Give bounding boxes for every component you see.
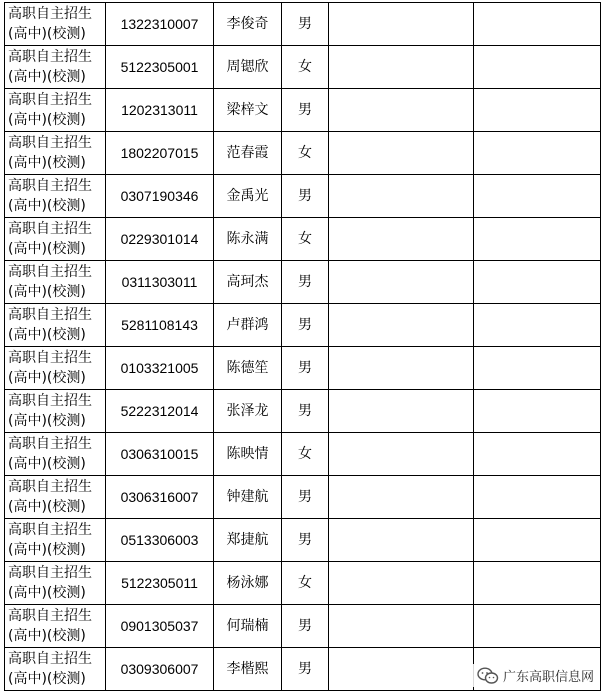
table-row [5, 132, 601, 175]
admission-type-line: 高职自主招生 [8, 307, 92, 323]
admission-type-cell [5, 261, 106, 304]
empty-cell [329, 132, 474, 175]
admission-type-line: (高中)(校测) [8, 155, 86, 171]
table-row [5, 175, 601, 218]
candidate-name-cell: 陈永满 [214, 218, 282, 261]
gender-cell: 男 [282, 261, 329, 304]
admission-type-line: 高职自主招生 [8, 350, 92, 366]
empty-cell [329, 347, 474, 390]
table-row [5, 390, 601, 433]
gender-cell: 女 [282, 132, 329, 175]
gender-cell: 男 [282, 304, 329, 347]
candidate-name-cell: 周锶欣 [214, 46, 282, 89]
admission-type-cell [5, 175, 106, 218]
admission-type-cell [5, 304, 106, 347]
admission-type-cell [5, 648, 106, 691]
candidate-name-cell: 梁梓文 [214, 89, 282, 132]
table-row [5, 519, 601, 562]
candidate-name-cell: 郑捷航 [214, 519, 282, 562]
admission-type-line: 高职自主招生 [8, 522, 92, 538]
admission-type-line: 高职自主招生 [8, 565, 92, 581]
empty-cell [474, 218, 601, 261]
admission-type-cell [5, 3, 106, 46]
admission-type-cell [5, 519, 106, 562]
gender-cell: 男 [282, 347, 329, 390]
gender-cell: 女 [282, 433, 329, 476]
table-row [5, 347, 601, 390]
empty-cell [474, 46, 601, 89]
candidate-name-cell: 金禹光 [214, 175, 282, 218]
candidate-id-cell: 0309306007 [106, 648, 214, 691]
empty-cell [474, 390, 601, 433]
admission-type-line: 高职自主招生 [8, 651, 92, 667]
candidate-id-cell: 5122305001 [106, 46, 214, 89]
candidate-name-cell: 李楷熙 [214, 648, 282, 691]
table-row [5, 605, 601, 648]
admission-type-line: (高中)(校测) [8, 499, 86, 515]
admission-type-line: 高职自主招生 [8, 49, 92, 65]
empty-cell [474, 519, 601, 562]
admission-type-line: 高职自主招生 [8, 608, 92, 624]
table-row [5, 46, 601, 89]
candidate-name-cell: 范春霞 [214, 132, 282, 175]
empty-cell [474, 433, 601, 476]
gender-cell: 男 [282, 476, 329, 519]
candidate-id-cell: 0103321005 [106, 347, 214, 390]
candidate-id-cell: 0306316007 [106, 476, 214, 519]
admission-type-line: 高职自主招生 [8, 221, 92, 237]
gender-cell: 男 [282, 605, 329, 648]
empty-cell [474, 476, 601, 519]
empty-cell [329, 261, 474, 304]
candidate-name-cell: 张泽龙 [214, 390, 282, 433]
empty-cell [329, 46, 474, 89]
admission-type-line: (高中)(校测) [8, 69, 86, 85]
table-row [5, 304, 601, 347]
gender-cell: 男 [282, 519, 329, 562]
candidate-id-cell: 5281108143 [106, 304, 214, 347]
table-row [5, 476, 601, 519]
admission-type-cell [5, 390, 106, 433]
table-row [5, 218, 601, 261]
candidate-name-cell: 高珂杰 [214, 261, 282, 304]
admission-type-line: (高中)(校测) [8, 542, 86, 558]
table-row [5, 433, 601, 476]
admission-table [4, 2, 601, 691]
candidate-name-cell: 钟建航 [214, 476, 282, 519]
candidate-name-cell: 杨泳娜 [214, 562, 282, 605]
empty-cell [329, 304, 474, 347]
table-row [5, 261, 601, 304]
empty-cell [474, 562, 601, 605]
candidate-name-cell: 卢群鸿 [214, 304, 282, 347]
empty-cell [474, 605, 601, 648]
table-row [5, 562, 601, 605]
empty-cell [329, 605, 474, 648]
admission-type-line: (高中)(校测) [8, 327, 86, 343]
table-body [5, 3, 601, 691]
admission-type-cell [5, 132, 106, 175]
admission-type-line: (高中)(校测) [8, 112, 86, 128]
admission-type-line: (高中)(校测) [8, 585, 86, 601]
candidate-id-cell: 0307190346 [106, 175, 214, 218]
admission-type-line: (高中)(校测) [8, 456, 86, 472]
admission-type-cell [5, 476, 106, 519]
admission-type-cell [5, 347, 106, 390]
empty-cell [329, 562, 474, 605]
empty-cell [474, 261, 601, 304]
admission-type-cell [5, 89, 106, 132]
admission-type-line: 高职自主招生 [8, 393, 92, 409]
candidate-id-cell: 1202313011 [106, 89, 214, 132]
admission-type-line: 高职自主招生 [8, 436, 92, 452]
candidate-id-cell: 1802207015 [106, 132, 214, 175]
empty-cell [474, 3, 601, 46]
candidate-name-cell: 陈映情 [214, 433, 282, 476]
admission-type-line: (高中)(校测) [8, 370, 86, 386]
admission-type-line: (高中)(校测) [8, 241, 86, 257]
empty-cell [329, 89, 474, 132]
empty-cell [474, 89, 601, 132]
candidate-id-cell: 0513306003 [106, 519, 214, 562]
candidate-id-cell: 5122305011 [106, 562, 214, 605]
admission-type-line: 高职自主招生 [8, 264, 92, 280]
admission-type-line: (高中)(校测) [8, 671, 86, 687]
admission-type-cell [5, 46, 106, 89]
admission-type-line: 高职自主招生 [8, 479, 92, 495]
wechat-icon [477, 667, 499, 685]
table-row [5, 89, 601, 132]
candidate-name-cell: 何瑞楠 [214, 605, 282, 648]
admission-type-line: (高中)(校测) [8, 628, 86, 644]
candidate-id-cell: 5222312014 [106, 390, 214, 433]
watermark [473, 664, 598, 687]
watermark-text: 广东高职信息网 [502, 670, 594, 685]
candidate-id-cell: 1322310007 [106, 3, 214, 46]
gender-cell: 男 [282, 648, 329, 691]
empty-cell [329, 390, 474, 433]
admission-type-line: (高中)(校测) [8, 26, 86, 42]
empty-cell [329, 519, 474, 562]
gender-cell: 女 [282, 218, 329, 261]
candidate-id-cell: 0306310015 [106, 433, 214, 476]
admission-type-line: (高中)(校测) [8, 413, 86, 429]
empty-cell [329, 648, 474, 691]
table-row [5, 3, 601, 46]
candidate-name-cell: 陈德笙 [214, 347, 282, 390]
empty-cell [329, 433, 474, 476]
admission-type-cell [5, 605, 106, 648]
candidate-id-cell: 0901305037 [106, 605, 214, 648]
admission-type-line: 高职自主招生 [8, 6, 92, 22]
candidate-id-cell: 0229301014 [106, 218, 214, 261]
empty-cell [474, 132, 601, 175]
empty-cell [329, 175, 474, 218]
gender-cell: 男 [282, 3, 329, 46]
admission-type-line: 高职自主招生 [8, 178, 92, 194]
admission-type-cell [5, 433, 106, 476]
gender-cell: 男 [282, 175, 329, 218]
candidate-id-cell: 0311303011 [106, 261, 214, 304]
empty-cell [474, 304, 601, 347]
empty-cell [474, 175, 601, 218]
gender-cell: 男 [282, 390, 329, 433]
admission-type-cell [5, 218, 106, 261]
candidate-name-cell: 李俊奇 [214, 3, 282, 46]
empty-cell [474, 347, 601, 390]
admission-type-line: (高中)(校测) [8, 198, 86, 214]
gender-cell: 女 [282, 562, 329, 605]
empty-cell [329, 476, 474, 519]
admission-type-line: 高职自主招生 [8, 135, 92, 151]
admission-type-cell [5, 562, 106, 605]
admission-type-line: 高职自主招生 [8, 92, 92, 108]
gender-cell: 男 [282, 89, 329, 132]
admission-type-line: (高中)(校测) [8, 284, 86, 300]
gender-cell: 女 [282, 46, 329, 89]
empty-cell [329, 3, 474, 46]
empty-cell [329, 218, 474, 261]
